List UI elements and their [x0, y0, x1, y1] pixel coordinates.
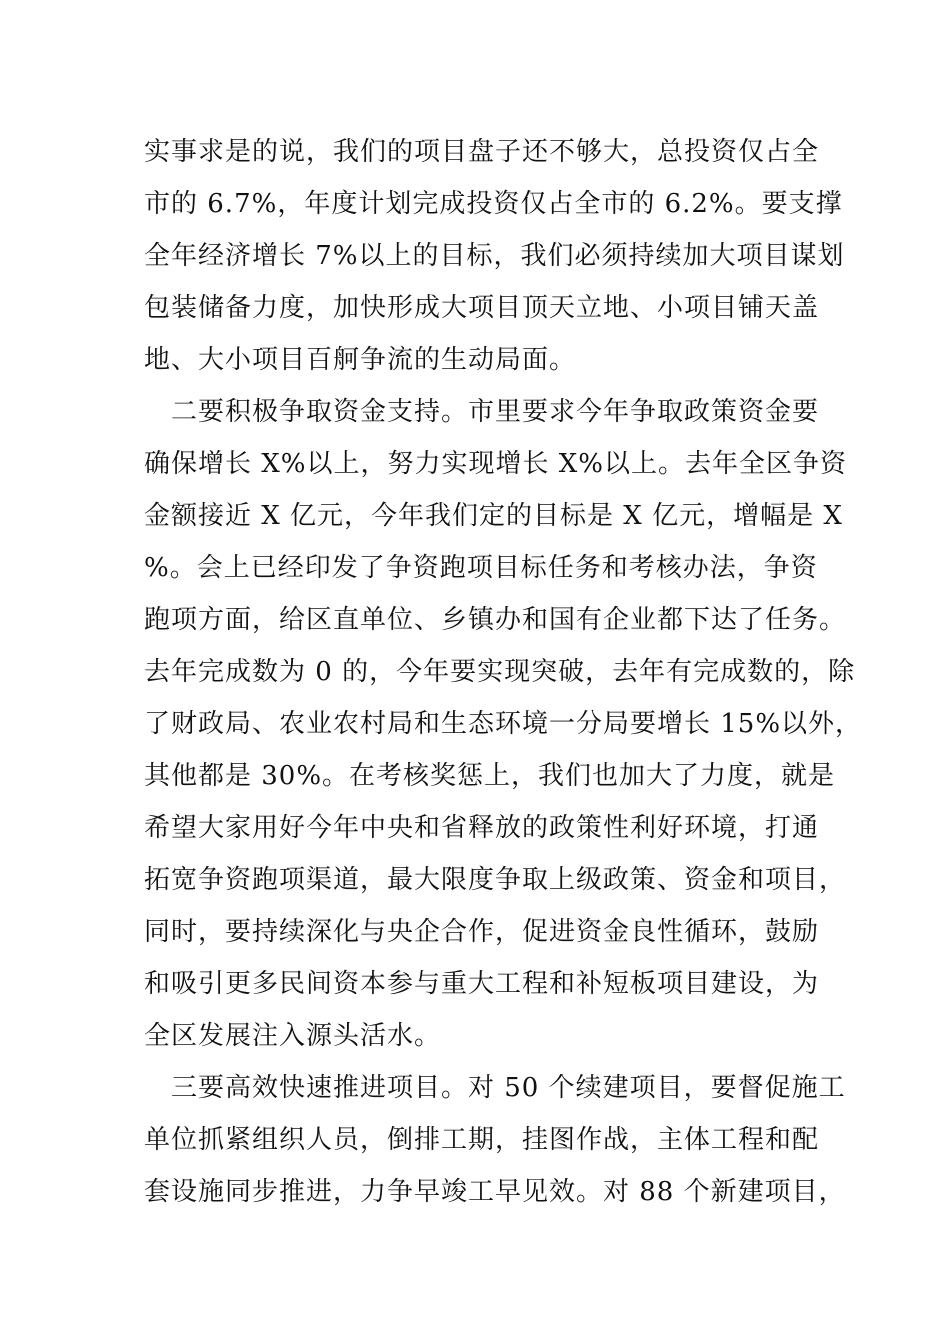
- text-line: 去年完成数为 0 的，今年要实现突破，去年有完成数的，除: [144, 657, 856, 687]
- text-line: 确保增长 X%以上，努力实现增长 X%以上。去年全区争资: [144, 449, 847, 479]
- text-line: 希望大家用好今年中央和省释放的政策性利好环境，打通: [144, 813, 820, 843]
- text-line: 和吸引更多民间资本参与重大工程和补短板项目建设，为: [144, 969, 820, 999]
- text-line: 拓宽争资跑项渠道，最大限度争取上级政策、资金和项目，: [144, 865, 847, 895]
- text-line: 实事求是的说，我们的项目盘子还不够大，总投资仅占全: [144, 137, 820, 167]
- text-line: 单位抓紧组织人员，倒排工期，挂图作战，主体工程和配: [144, 1125, 820, 1155]
- text-line: 市的 6.7%，年度计划完成投资仅占全市的 6.2%。要支撑: [144, 189, 843, 219]
- text-line: 同时，要持续深化与央企合作，促进资金良性循环，鼓励: [144, 917, 820, 947]
- text-line: 了财政局、农业农村局和生态环境一分局要增长 15%以外，: [144, 709, 863, 739]
- text-line: 全区发展注入源头活水。: [144, 1021, 442, 1051]
- text-line: 三要高效快速推进项目。对 50 个续建项目，要督促施工: [144, 1073, 846, 1103]
- text-line: 包装储备力度，加快形成大项目顶天立地、小项目铺天盖: [144, 293, 820, 323]
- body-text: [144, 126, 863, 1218]
- text-line: 地、大小项目百舸争流的生动局面。: [144, 345, 577, 375]
- text-line: 二要积极争取资金支持。市里要求今年争取政策资金要: [144, 397, 820, 427]
- text-line: 全年经济增长 7%以上的目标，我们必须持续加大项目谋划: [144, 241, 845, 271]
- text-line: 跑项方面，给区直单位、乡镇办和国有企业都下达了任务。: [144, 605, 847, 635]
- text-line: 套设施同步推进，力争早竣工早见效。对 88 个新建项目，: [144, 1177, 846, 1207]
- text-line: 其他都是 30%。在考核奖惩上，我们也加大了力度，就是: [144, 761, 836, 791]
- text-line: %。会上已经印发了争资跑项目标任务和考核办法，争资: [144, 553, 818, 583]
- text-line: 金额接近 X 亿元，今年我们定的目标是 X 亿元，增幅是 X: [144, 501, 843, 531]
